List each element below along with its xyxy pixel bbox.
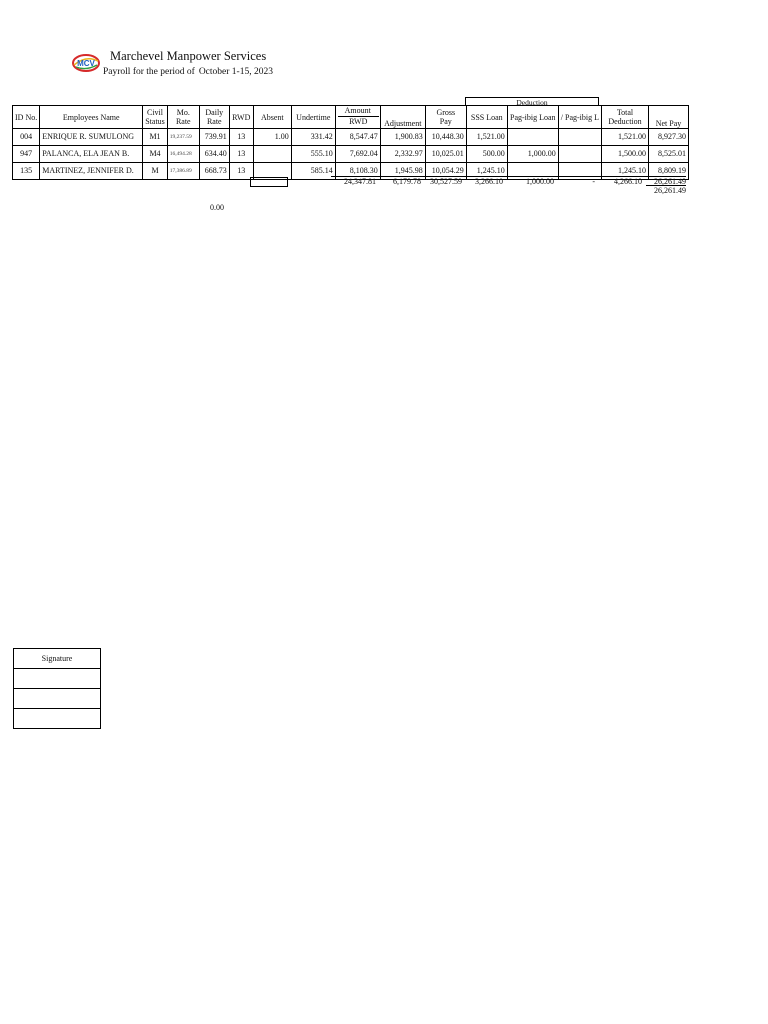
cell-pagibig-l <box>558 146 601 163</box>
period-date: October 1-15, 2023 <box>198 67 273 77</box>
cell-net-pay: 8,927.30 <box>649 129 689 146</box>
table-row <box>13 129 689 146</box>
cell-name: ENRIQUE R. SUMULONG <box>40 129 143 146</box>
company-name: Marchevel Manpower Services <box>110 49 267 63</box>
col-header-total-deduction: Total Deduction <box>602 106 649 129</box>
cell-net-pay: 8,809.19 <box>649 163 689 180</box>
cell-total-deduction: 1,500.00 <box>602 146 649 163</box>
cell-amount: 8,108.30 <box>335 163 380 180</box>
cell-undertime: 555.10 <box>291 146 335 163</box>
col-header-rwd: RWD <box>229 106 253 129</box>
col-header-net-pay: Net Pay <box>649 106 689 129</box>
signature-line <box>14 709 101 729</box>
cell-daily-rate: 668.73 <box>199 163 229 180</box>
logo-text: MCV <box>77 59 95 68</box>
amount-label: Amount <box>344 106 371 115</box>
empty-total-box <box>250 177 288 187</box>
cell-amount: 7,692.04 <box>335 146 380 163</box>
col-header-id: ID No. <box>13 106 40 129</box>
cell-mo-rate: 17,386.89 <box>167 163 199 180</box>
signature-line <box>14 689 101 709</box>
cell-sss-loan: 1,521.00 <box>466 129 507 146</box>
cell-rwd: 13 <box>229 129 253 146</box>
signature-label: Signature <box>14 649 101 669</box>
cell-absent <box>253 146 291 163</box>
cell-id: 004 <box>13 129 40 146</box>
cell-pagibig-loan: 1,000.00 <box>507 146 558 163</box>
cell-rwd: 13 <box>229 146 253 163</box>
cell-undertime: 331.42 <box>291 129 335 146</box>
col-header-civil-status: Civil Status <box>143 106 168 129</box>
cell-net-pay: 8,525.01 <box>649 146 689 163</box>
col-header-mo-rate: Mo. Rate <box>167 106 199 129</box>
cell-mo-rate: 19,237.59 <box>167 129 199 146</box>
cell-undertime: 585.14 <box>291 163 335 180</box>
cell-id: 135 <box>13 163 40 180</box>
col-header-adjustment: Adjustment <box>380 106 425 129</box>
company-logo-icon <box>71 52 101 74</box>
cell-gross-pay: 10,448.30 <box>425 129 466 146</box>
cell-adjustment: 2,332.97 <box>380 146 425 163</box>
payroll-table <box>12 105 689 180</box>
col-header-sss-loan: SSS Loan <box>466 106 507 129</box>
cell-pagibig-l <box>558 129 601 146</box>
cell-sss-loan: 500.00 <box>466 146 507 163</box>
zero-value: 0.00 <box>210 203 224 212</box>
cell-adjustment: 1,945.98 <box>380 163 425 180</box>
total-deduction: 4,266.10 <box>595 176 642 185</box>
payroll-period <box>103 67 273 77</box>
cell-daily-rate: 739.91 <box>199 129 229 146</box>
cell-name: MARTINEZ, JENNIFER D. <box>40 163 143 180</box>
period-label: Payroll for the period of <box>103 67 195 77</box>
col-header-pagibig-loan: Pag-ibig Loan <box>507 106 558 129</box>
cell-mo-rate: 16,494.28 <box>167 146 199 163</box>
cell-total-deduction: 1,521.00 <box>602 129 649 146</box>
col-header-absent: Absent <box>253 106 291 129</box>
cell-amount: 8,547.47 <box>335 129 380 146</box>
cell-gross-pay: 10,025.01 <box>425 146 466 163</box>
col-header-name: Employees Name <box>40 106 143 129</box>
cell-adjustment: 1,900.83 <box>380 129 425 146</box>
total-net-pay: 26,261.49 <box>642 176 686 185</box>
cell-total-deduction: 1,245.10 <box>602 163 649 180</box>
col-header-gross-pay: Gross Pay <box>425 106 466 129</box>
table-row <box>13 146 689 163</box>
deduction-group-header: Deduction <box>465 97 599 106</box>
cell-civil-status: M1 <box>143 129 168 146</box>
cell-gross-pay: 10,054.29 <box>425 163 466 180</box>
cell-daily-rate: 634.40 <box>199 146 229 163</box>
cell-name: PALANCA, ELA JEAN B. <box>40 146 143 163</box>
total-gross-pay: 30,527.59 <box>421 176 462 185</box>
total-pagibig-l: - <box>554 176 595 185</box>
col-header-pagibig-l: / Pag-ibig L <box>558 106 601 129</box>
cell-rwd: 13 <box>229 163 253 180</box>
total-adjustment: 6,179.78 <box>376 176 421 185</box>
col-header-daily-rate: Daily Rate <box>199 106 229 129</box>
table-header-row <box>13 106 689 129</box>
total-amount: 24,347.81 <box>331 176 376 185</box>
total-sss-loan: 3,266.10 <box>462 176 503 185</box>
cell-pagibig-loan <box>507 129 558 146</box>
amount-sub-label: RWD <box>338 116 379 128</box>
cell-civil-status: M4 <box>143 146 168 163</box>
cell-absent: 1.00 <box>253 129 291 146</box>
cell-civil-status: M <box>143 163 168 180</box>
total-pagibig-loan: 1,000.00 <box>503 176 554 185</box>
cell-sss-loan: 1,245.10 <box>466 163 507 180</box>
signature-table <box>13 648 101 729</box>
total-net-pay-repeat: 26,261.49 <box>646 185 686 195</box>
signature-line <box>14 669 101 689</box>
cell-id: 947 <box>13 146 40 163</box>
col-header-undertime: Undertime <box>291 106 335 129</box>
col-header-amount <box>335 106 380 129</box>
